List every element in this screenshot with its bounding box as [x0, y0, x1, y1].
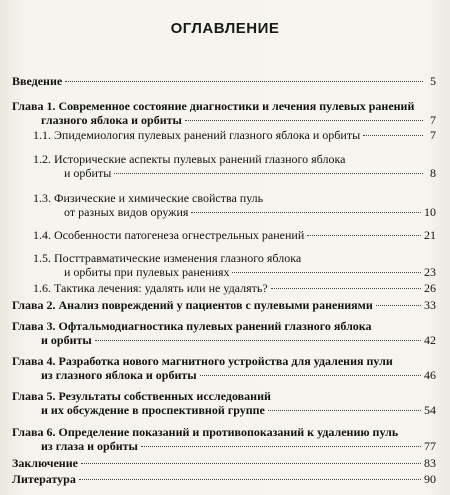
page-number: 90: [424, 472, 436, 486]
toc-entry-label-cont: от разных видов оружия: [64, 205, 189, 219]
leader-dots: [65, 81, 423, 82]
toc-entry-label: 1.3. Физические и химические свойства пуль: [33, 191, 264, 205]
leader-dots: [376, 305, 421, 306]
leader-dots: [95, 340, 421, 341]
toc-entry-references[interactable]: [12, 472, 436, 486]
leader-dots: [185, 120, 423, 121]
toc-entry-label-cont: и орбиты при пулевых ранениях: [64, 265, 230, 279]
leader-dots: [79, 479, 421, 480]
toc-entry-chapter-1[interactable]: [12, 99, 436, 127]
toc-entry-label: 1.1. Эпидемиология пулевых ранений глазного яблока и орбиты: [33, 128, 361, 142]
page-number: 46: [424, 368, 436, 382]
toc-entry-label: 1.2. Исторические аспекты пулевых ранений глазного яблока: [33, 152, 346, 166]
toc-entry-label-cont: из глазного яблока и орбиты: [41, 368, 197, 382]
page-number: 8: [430, 166, 436, 180]
toc-entry-chapter-2[interactable]: [12, 298, 436, 312]
leader-dots: [232, 272, 421, 273]
toc-entry-conclusion[interactable]: [12, 456, 436, 470]
page-number: 33: [424, 298, 436, 312]
page-number: 42: [424, 333, 436, 347]
toc-entry-label: 1.4. Особенности патогенеза огнестрельных ранений: [33, 228, 305, 242]
toc-entry-label-cont: и их обсуждение в проспективной группе: [41, 403, 265, 417]
page-number: 7: [430, 128, 436, 142]
table-of-contents: [12, 74, 436, 486]
leader-dots: [114, 173, 423, 174]
page-title: ОГЛАВЛЕНИЕ: [170, 20, 280, 37]
leader-dots: [141, 446, 421, 447]
toc-entry-chapter-5[interactable]: [12, 389, 436, 417]
leader-dots: [81, 463, 421, 464]
leader-dots: [191, 212, 421, 213]
toc-entry-label-cont: и орбиты: [41, 333, 92, 347]
leader-dots: [307, 235, 421, 236]
toc-entry-label: Заключение: [12, 456, 78, 470]
page-number: 23: [424, 265, 436, 279]
page-number: 21: [424, 228, 436, 242]
toc-entry-label: Глава 4. Разработка нового магнитного устройства для удаления пули: [12, 354, 393, 368]
toc-entry-label: Глава 6. Определение показаний и противопоказаний к удалению пуль: [12, 425, 399, 439]
toc-entry-label-cont: и орбиты: [64, 166, 112, 180]
toc-entry-chapter-6[interactable]: [12, 425, 436, 453]
toc-entry-label: Глава 3. Офтальмодиагностика пулевых ранений глазного яблока: [12, 319, 372, 333]
toc-entry-chapter-4[interactable]: [12, 354, 436, 382]
toc-entry-label: Глава 1. Современное состояние диагностики и лечения пулевых ранений: [12, 99, 415, 113]
page-number: 7: [430, 113, 436, 127]
leader-dots: [363, 135, 423, 136]
toc-entry-label-cont: из глаза и орбиты: [41, 439, 138, 453]
leader-dots: [268, 410, 421, 411]
toc-entry-section-1-5[interactable]: [12, 251, 436, 279]
leader-dots: [271, 288, 421, 289]
toc-entry-section-1-2[interactable]: [12, 152, 436, 180]
toc-entry-label-cont: глазного яблока и орбиты: [41, 113, 182, 127]
toc-entry-label: Введение: [12, 74, 63, 88]
page-number: 83: [424, 456, 436, 470]
toc-entry-label: Глава 5. Результаты собственных исследований: [12, 389, 271, 403]
toc-entry-section-1-1[interactable]: [12, 128, 436, 142]
toc-entry-label: 1.5. Посттравматические изменения глазного яблока: [33, 251, 302, 265]
toc-entry-section-1-3[interactable]: [12, 191, 436, 219]
toc-entry-chapter-3[interactable]: [12, 319, 436, 347]
leader-dots: [200, 375, 421, 376]
page-number: 10: [424, 205, 436, 219]
page-number: 5: [430, 74, 436, 88]
page-number: 77: [424, 439, 436, 453]
toc-entry-label: Глава 2. Анализ повреждений у пациентов с пулевыми ранениями: [12, 298, 373, 312]
toc-entry-label: Литература: [12, 472, 76, 486]
toc-entry-label: 1.6. Тактика лечения: удалять или не удалять?: [33, 281, 268, 295]
toc-entry-section-1-4[interactable]: [12, 228, 436, 242]
page-number: 54: [424, 403, 436, 417]
page-number: 26: [424, 281, 436, 295]
toc-entry-intro[interactable]: [12, 74, 436, 88]
toc-entry-section-1-6[interactable]: [12, 281, 436, 295]
